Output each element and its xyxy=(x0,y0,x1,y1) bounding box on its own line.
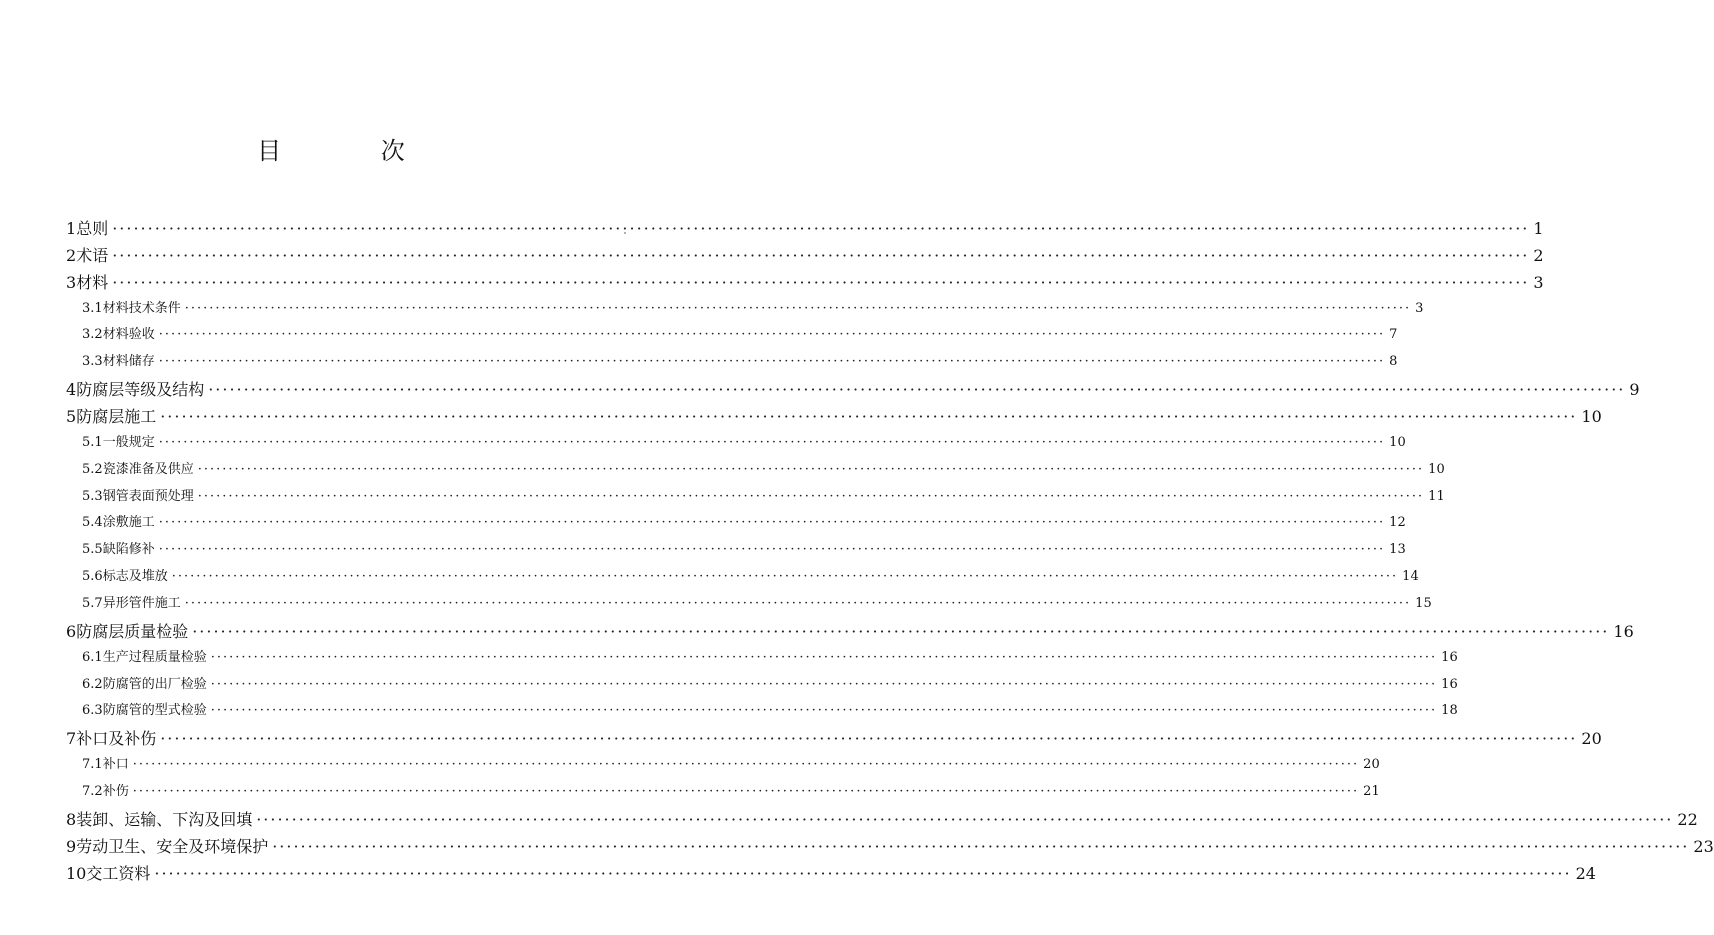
toc-leader-dots: ········································································································································································································ xyxy=(272,837,1690,856)
toc-entry-label: 防腐层等级及结构 xyxy=(76,380,205,399)
toc-entry-label: 补口及补伤 xyxy=(76,729,157,748)
toc-entry-label: 缺陷修补 xyxy=(102,542,155,557)
toc-entry-number: 6 xyxy=(66,622,77,641)
page-title: 目 次 xyxy=(257,137,451,165)
toc-entry-label: 防腐层施工 xyxy=(76,407,157,426)
toc-entry xyxy=(82,323,1398,349)
toc-entry xyxy=(82,431,1406,457)
toc-entry-number: 9 xyxy=(66,837,77,856)
toc-leader-dots: ········································································································································································································ xyxy=(160,407,1578,426)
toc-entry-page: 16 xyxy=(1613,622,1634,641)
toc-entry-page: 16 xyxy=(1441,650,1458,665)
toc-entry-page: 9 xyxy=(1629,380,1640,399)
toc-entry-page: 3 xyxy=(1415,301,1424,316)
toc-entry xyxy=(82,458,1445,484)
toc-leader-dots: ········································································································································································································ xyxy=(184,301,1412,316)
toc-entry-page: 12 xyxy=(1389,515,1406,530)
toc-entry-page: 23 xyxy=(1693,837,1714,856)
toc-leader-dots: ········································································································································································································ xyxy=(158,542,1386,557)
toc-entry-number: 5.6 xyxy=(82,569,103,584)
toc-entry-page: 2 xyxy=(1533,246,1544,265)
toc-leader-dots: ········································································································································································································ xyxy=(160,729,1578,748)
toc-entry-label: 一般规定 xyxy=(102,435,155,450)
toc-entry xyxy=(82,592,1432,618)
toc-leader-dots: ········································································································································································································ xyxy=(197,489,1425,504)
toc-entry-number: 7.2 xyxy=(82,784,103,799)
toc-entry-label: 钢管表面预处理 xyxy=(102,489,194,504)
toc-leader-dots: ········································································································································································································ xyxy=(210,650,1438,665)
toc-entry xyxy=(66,807,1698,833)
toc-entry-label: 交工资料 xyxy=(86,864,151,883)
toc-entry-label: 材料储存 xyxy=(102,354,155,369)
toc-leader-dots: ········································································································································································································ xyxy=(154,864,1572,883)
toc-leader-dots: ········································································································································································································ xyxy=(112,273,1530,292)
toc-entry xyxy=(66,270,1544,296)
toc-entry xyxy=(66,216,1544,242)
toc-entry-number: 1 xyxy=(66,219,77,238)
toc-entry-page: 10 xyxy=(1581,407,1602,426)
toc-entry xyxy=(66,861,1596,887)
toc-entry-page: 3 xyxy=(1533,273,1544,292)
toc-entry-page: 10 xyxy=(1428,462,1445,477)
toc-leader-dots: ········································································································································································································ xyxy=(192,622,1610,641)
toc-entry-number: 5.5 xyxy=(82,542,103,557)
toc-leader-dots: ········································································································································································································ xyxy=(158,515,1386,530)
toc-entry-page: 15 xyxy=(1415,596,1432,611)
toc-leader-dots: ········································································································································································································ xyxy=(158,354,1386,369)
toc-leader-dots: ········································································································································································································ xyxy=(256,810,1674,829)
toc-leader-dots: ········································································································································································································ xyxy=(210,677,1438,692)
toc-entry-number: 2 xyxy=(66,246,77,265)
toc-entry xyxy=(82,673,1458,699)
toc-entry-number: 3.1 xyxy=(82,301,103,316)
toc-entry xyxy=(82,538,1406,564)
toc-entry-page: 7 xyxy=(1389,327,1398,342)
toc-entry-number: 3.2 xyxy=(82,327,103,342)
toc-entry xyxy=(82,646,1458,672)
toc-entry-page: 14 xyxy=(1402,569,1419,584)
toc-entry-page: 1 xyxy=(1533,219,1544,238)
toc-entry-number: 3.3 xyxy=(82,354,103,369)
toc-entry xyxy=(82,485,1445,511)
toc-entry-label: 材料技术条件 xyxy=(102,301,181,316)
toc-entry-number: 5.7 xyxy=(82,596,103,611)
toc-leader-dots: ········································································································································································································ xyxy=(171,569,1399,584)
toc-entry-label: 防腐层质量检验 xyxy=(76,622,189,641)
toc-entry-page: 8 xyxy=(1389,354,1398,369)
toc-entry-number: 7 xyxy=(66,729,77,748)
toc-entry xyxy=(66,834,1714,860)
toc-entry xyxy=(82,511,1406,537)
toc-leader-dots: ········································································································································································································ xyxy=(132,757,1360,772)
toc-entry-number: 6.2 xyxy=(82,677,103,692)
toc-entry-page: 20 xyxy=(1363,757,1380,772)
toc-entry-label: 补伤 xyxy=(102,784,129,799)
toc-entry-label: 防腐管的型式检验 xyxy=(102,703,207,718)
toc-entry-label: 材料 xyxy=(76,273,109,292)
toc-entry-number: 3 xyxy=(66,273,77,292)
toc-entry-number: 6.1 xyxy=(82,650,103,665)
toc-entry-label: 标志及堆放 xyxy=(102,569,168,584)
toc-entry-page: 16 xyxy=(1441,677,1458,692)
toc-leader-dots: ········································································································································································································ xyxy=(112,219,1530,238)
toc-entry-label: 防腐管的出厂检验 xyxy=(102,677,207,692)
toc-leader-dots: ········································································································································································································ xyxy=(158,435,1386,450)
toc-entry-number: 6.3 xyxy=(82,703,103,718)
toc-entry-label: 补口 xyxy=(102,757,129,772)
toc-entry-number: 5.2 xyxy=(82,462,103,477)
toc-entry xyxy=(66,243,1544,269)
toc-entry-page: 21 xyxy=(1363,784,1380,799)
toc-entry-label: 术语 xyxy=(76,246,109,265)
toc-entry-label: 异形管件施工 xyxy=(102,596,181,611)
toc-leader-dots: ········································································································································································································ xyxy=(132,784,1360,799)
toc-entry-page: 13 xyxy=(1389,542,1406,557)
toc-leader-dots: ········································································································································································································ xyxy=(208,380,1626,399)
toc-entry-label: 装卸、运输、下沟及回填 xyxy=(76,810,253,829)
toc-entry xyxy=(66,619,1634,645)
toc-entry xyxy=(82,780,1380,806)
toc-entry xyxy=(82,699,1458,725)
toc-entry-label: 瓷漆准备及供应 xyxy=(102,462,194,477)
toc-entry-number: 5.4 xyxy=(82,515,103,530)
toc-entry-number: 10 xyxy=(66,864,87,883)
toc-entry-number: 5 xyxy=(66,407,77,426)
toc-entry xyxy=(82,297,1424,323)
toc-entry-page: 10 xyxy=(1389,435,1406,450)
toc-entry-page: 18 xyxy=(1441,703,1458,718)
toc-leader-dots: ········································································································································································································ xyxy=(210,703,1438,718)
toc-entry-number: 8 xyxy=(66,810,77,829)
toc-leader-dots: ········································································································································································································ xyxy=(184,596,1412,611)
toc-entry xyxy=(82,565,1419,591)
toc-entry-label: 总则 xyxy=(76,219,109,238)
toc-entry xyxy=(82,753,1380,779)
toc-leader-dots: ········································································································································································································ xyxy=(112,246,1530,265)
toc-leader-dots: ········································································································································································································ xyxy=(197,462,1425,477)
toc-entry-number: 5.3 xyxy=(82,489,103,504)
toc-entry xyxy=(66,726,1602,752)
toc-entry-label: 劳动卫生、安全及环境保护 xyxy=(76,837,269,856)
toc-entry-page: 20 xyxy=(1581,729,1602,748)
toc-entry xyxy=(82,350,1398,376)
toc-entry-page: 24 xyxy=(1575,864,1596,883)
toc-entry-label: 材料验收 xyxy=(102,327,155,342)
toc-entry-label: 生产过程质量检验 xyxy=(102,650,207,665)
toc-entry-number: 5.1 xyxy=(82,435,103,450)
toc-entry-page: 11 xyxy=(1428,489,1445,504)
toc-entry-page: 22 xyxy=(1677,810,1698,829)
toc-entry xyxy=(66,404,1602,430)
toc-leader-dots: ········································································································································································································ xyxy=(158,327,1386,342)
toc-entry-number: 4 xyxy=(66,380,77,399)
toc-entry xyxy=(66,377,1640,403)
toc-entry-number: 7.1 xyxy=(82,757,103,772)
toc-entry-label: 涂敷施工 xyxy=(102,515,155,530)
